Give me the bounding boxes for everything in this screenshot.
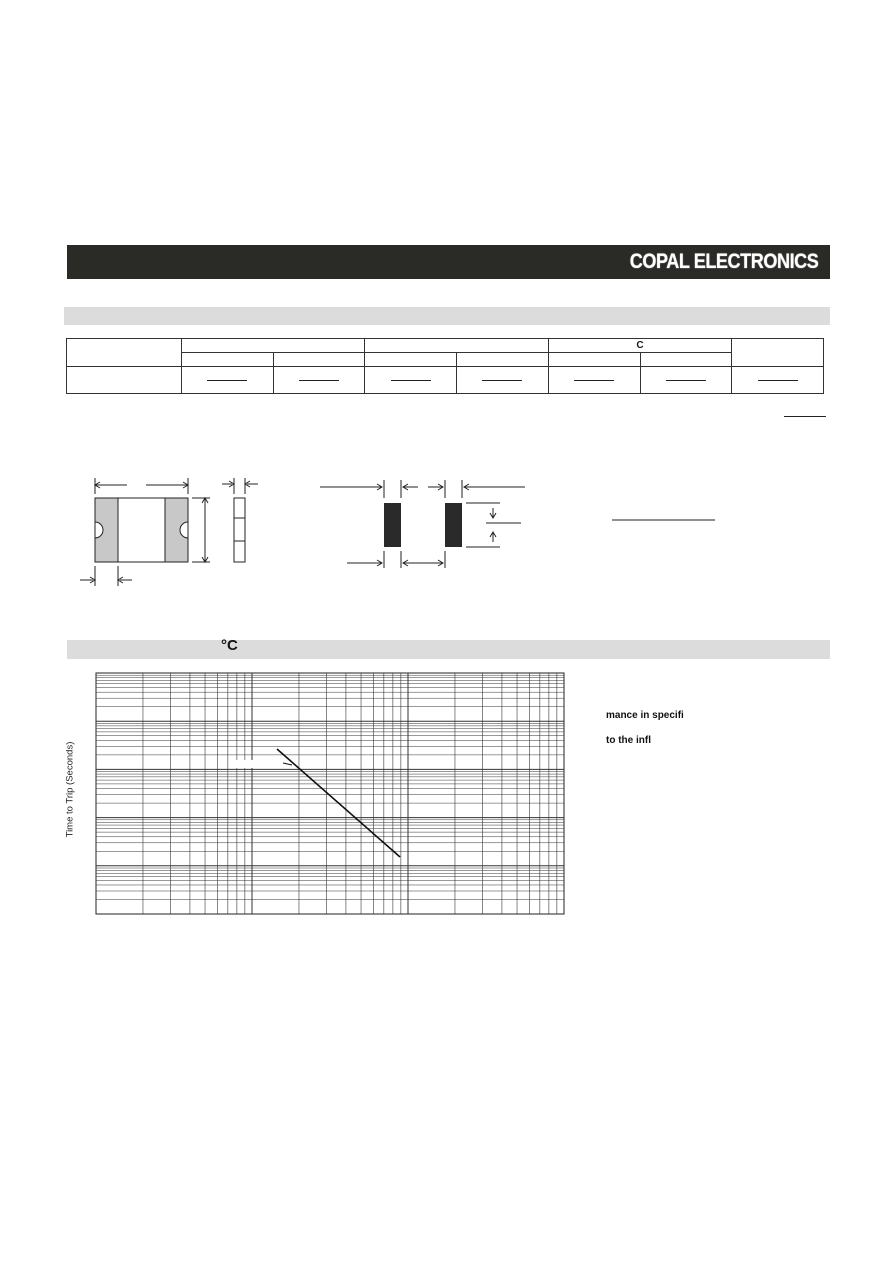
y-axis-label: Time to Trip (Seconds) (64, 741, 76, 838)
chart-section-temp-unit: °C (221, 637, 238, 654)
plot-area (96, 673, 564, 914)
note-line-1: mance in specifi (606, 710, 684, 721)
temp-unit-label: C (636, 340, 644, 351)
label-gap (236, 760, 254, 768)
note-line-2: to the infl (606, 735, 651, 746)
brand-logo: COPAL ELECTRONICS (629, 250, 818, 273)
